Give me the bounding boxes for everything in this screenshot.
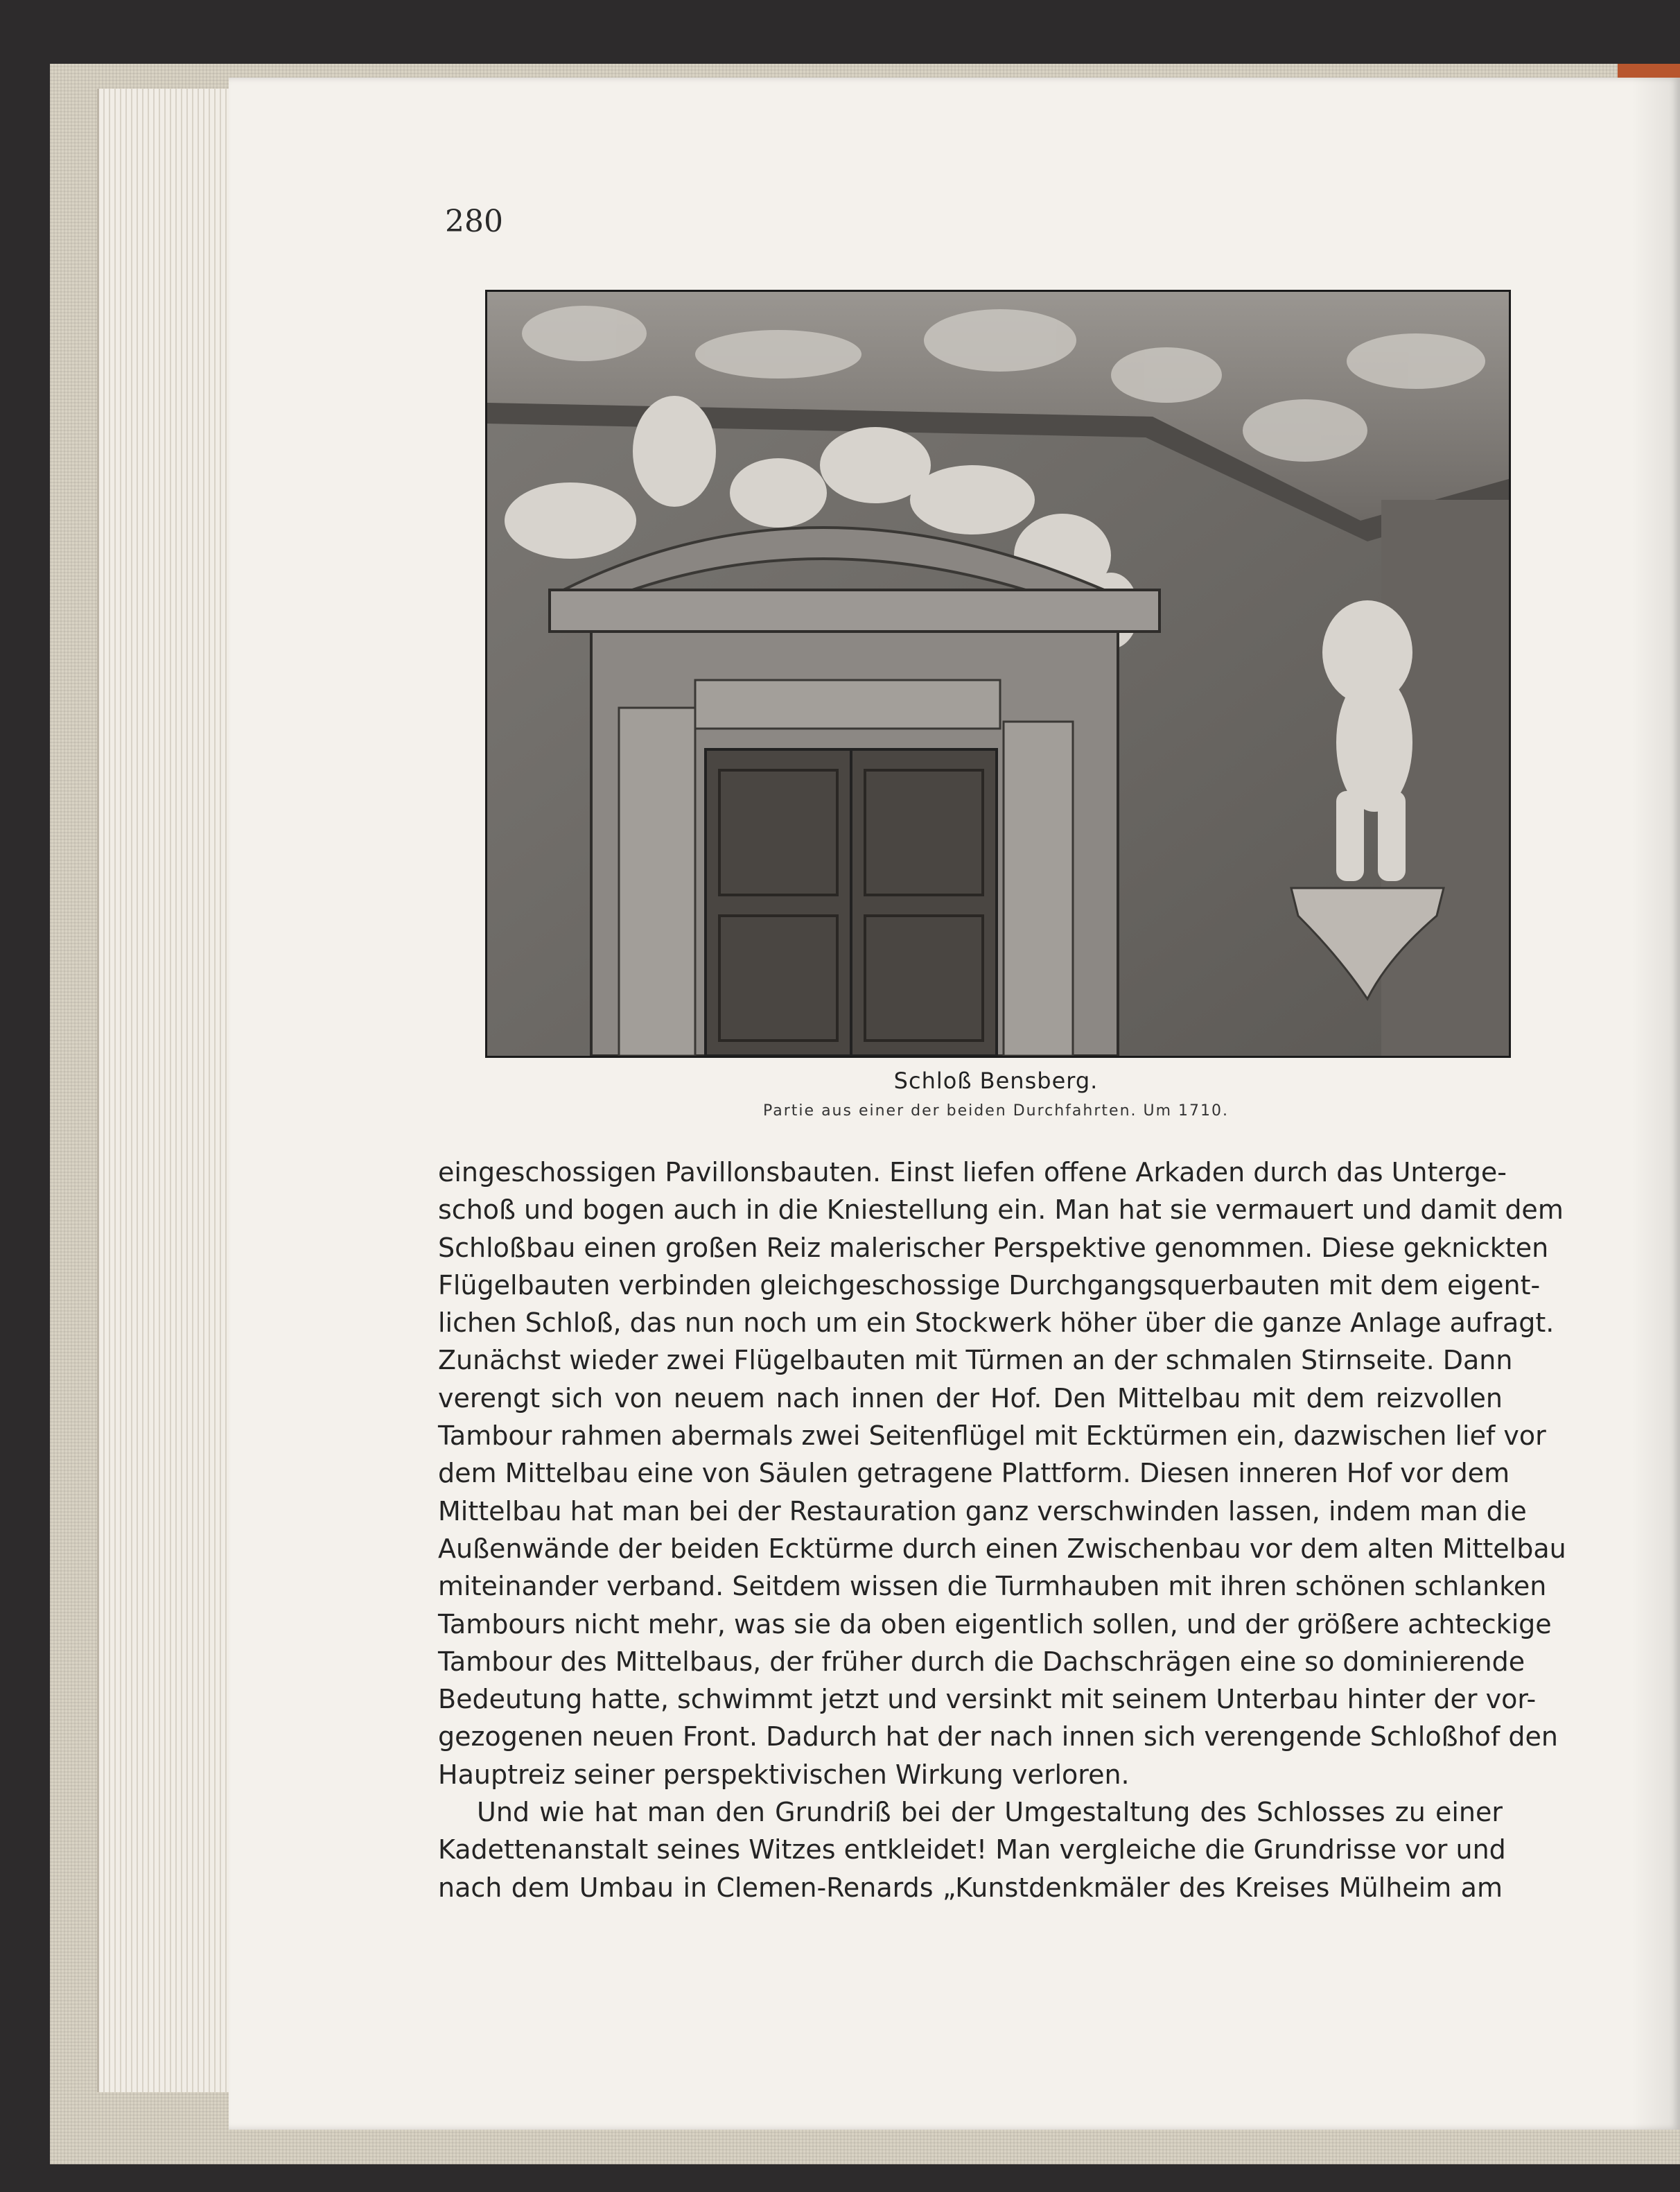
text-line: Und wie hat man den Grundriß bei der Umgestaltung des Schlosses zu einer <box>477 1797 1503 1828</box>
text-line: Kadettenanstalt seines Witzes entkleidet! Man vergleiche die Grundrisse vor und <box>438 1834 1506 1865</box>
page-edges <box>97 89 235 2092</box>
text-line: Tambour des Mittelbaus, der früher durch die Dachschrägen eine so dominierende <box>438 1646 1525 1677</box>
text-line: Außenwände der beiden Ecktürme durch einen Zwischenbau vor dem alten Mittelbau <box>438 1533 1566 1564</box>
text-line: Schloßbau einen großen Reiz malerischer Perspektive genommen. Diese geknickten <box>438 1232 1549 1263</box>
text-line: miteinander verband. Seitdem wissen die Turmhauben mit ihren schönen schlanken <box>438 1571 1547 1602</box>
text-line: Tambour rahmen abermals zwei Seitenflügel mit Ecktürmen ein, dazwischen lief vor <box>438 1420 1546 1452</box>
photo-plate-doorway <box>485 290 1511 1058</box>
text-line: Tambours nicht mehr, was sie da oben eigentlich sollen, und der größere achteckige <box>438 1608 1552 1639</box>
text-line: Zunächst wieder zwei Flügelbauten mit Türmen an der schmalen Stirnseite. Dann <box>438 1345 1513 1376</box>
text-line: verengt sich von neuem nach innen der Hof. Den Mittelbau mit dem reizvollen <box>438 1382 1503 1414</box>
text-line: Mittelbau hat man bei der Restauration ganz verschwinden lassen, indem man die <box>438 1495 1527 1526</box>
doorway-photograph <box>487 292 1509 1056</box>
page-number: 280 <box>445 204 503 239</box>
body-text <box>438 1154 1566 1906</box>
page-gutter-shadow <box>1631 78 1680 2130</box>
text-line: lichen Schloß, das nun noch um ein Stockwerk höher über die ganze Anlage aufragt. <box>438 1307 1555 1339</box>
text-line: nach dem Umbau in Clemen-Renards „Kunstdenkmäler des Kreises Mülheim am <box>438 1872 1503 1903</box>
text-line: eingeschossigen Pavillonsbauten. Einst liefen offene Arkaden durch das Unterge- <box>438 1157 1507 1188</box>
text-line: schoß und bogen auch in die Kniestellung ein. Man hat sie vermauert und damit dem <box>438 1194 1564 1226</box>
caption-title: Schloß Bensberg. <box>893 1068 1099 1094</box>
text-line: dem Mittelbau eine von Säulen getragene Plattform. Diesen inneren Hof vor dem <box>438 1458 1510 1489</box>
text-line: Bedeutung hatte, schwimmt jetzt und versinkt mit seinem Unterbau hinter der vor- <box>438 1684 1537 1715</box>
text-line: Hauptreiz seiner perspektivischen Wirkung verloren. <box>438 1759 1130 1790</box>
caption-subtitle: Partie aus einer der beiden Durchfahrten. Um 1710. <box>763 1102 1229 1120</box>
text-line: Flügelbauten verbinden gleichgeschossige Durchgangsquerbauten mit dem eigent- <box>438 1269 1541 1301</box>
text-line: gezogenen neuen Front. Dadurch hat der nach innen sich verengende Schloßhof den <box>438 1721 1558 1752</box>
